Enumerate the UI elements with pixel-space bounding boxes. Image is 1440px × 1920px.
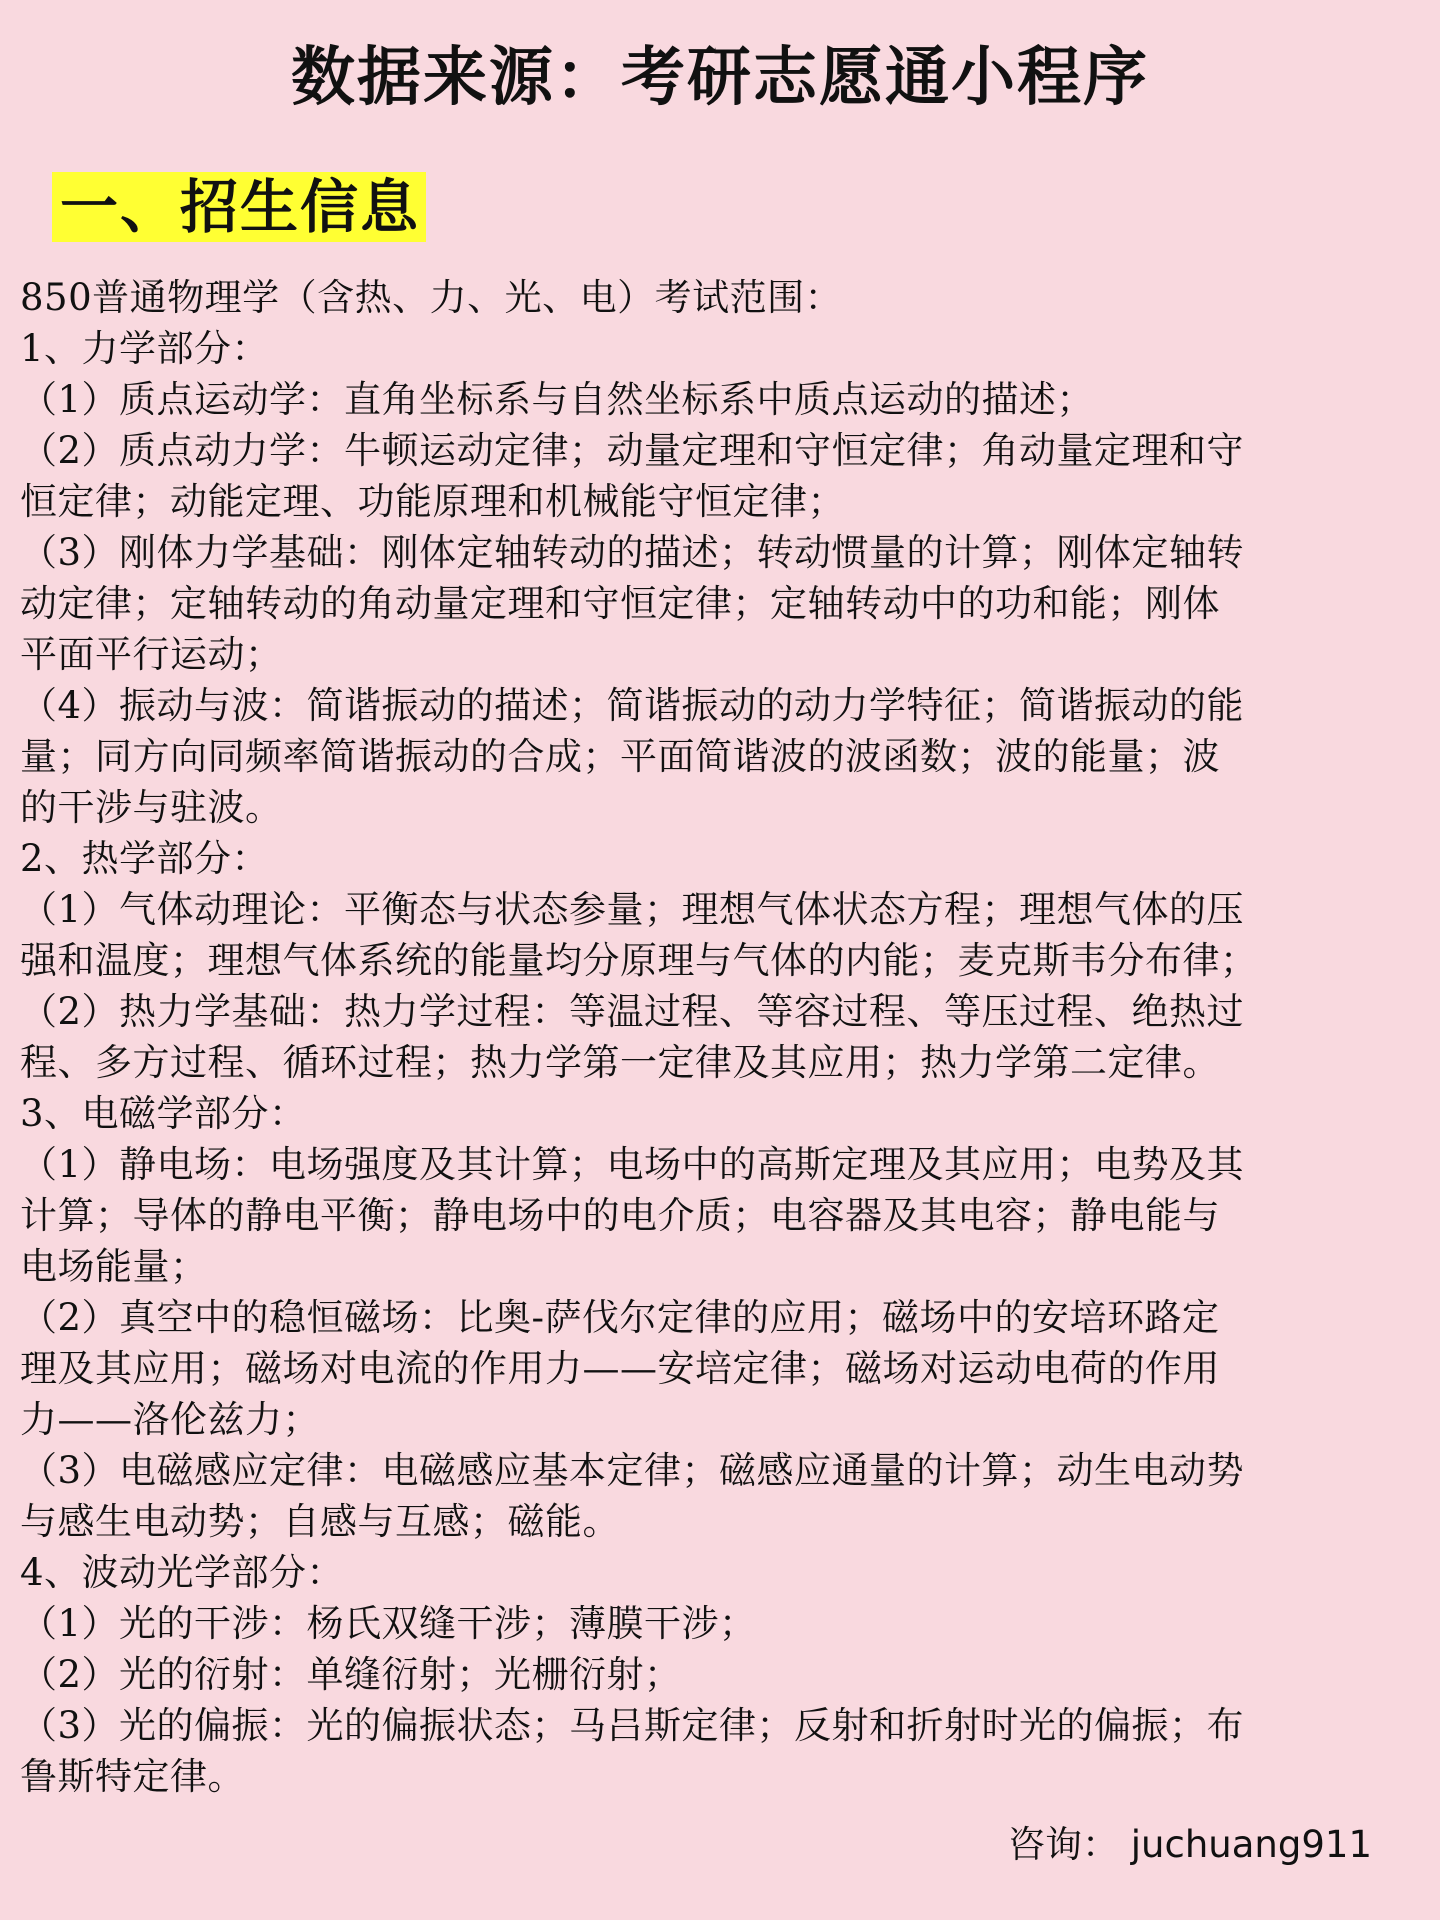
syllabus-line: 与感生电动势；自感与互感；磁能。 [20,1500,620,1543]
contact-footer [1008,1818,1372,1872]
syllabus-line: （2）热力学基础：热力学过程：等温过程、等容过程、等压过程、绝热过 [20,990,1245,1033]
contact-id: juchuang911 [1130,1823,1372,1866]
syllabus-line: 的干涉与驻波。 [20,786,283,829]
syllabus-line: 量；同方向同频率简谐振动的合成；平面简谐波的波函数；波的能量；波 [20,735,1220,778]
syllabus-line: 850普通物理学（含热、力、光、电）考试范围： [20,276,843,319]
contact-label: 咨询： [1008,1823,1120,1866]
syllabus-line: 计算；导体的静电平衡；静电场中的电介质；电容器及其电容；静电能与 [20,1194,1220,1237]
syllabus-line: （1）静电场：电场强度及其计算；电场中的高斯定理及其应用；电势及其 [20,1143,1245,1186]
syllabus-line: 4、波动光学部分： [20,1551,345,1594]
syllabus-line: （1）气体动理论：平衡态与状态参量；理想气体状态方程；理想气体的压 [20,888,1245,931]
syllabus-line: （3）电磁感应定律：电磁感应基本定律；磁感应通量的计算；动生电动势 [20,1449,1245,1492]
page-title: 数据来源：考研志愿通小程序 [291,41,1149,115]
syllabus-line: （3）刚体力学基础：刚体定轴转动的描述；转动惯量的计算；刚体定轴转 [20,531,1245,574]
syllabus-line: 理及其应用；磁场对电流的作用力——安培定律；磁场对运动电荷的作用 [20,1347,1220,1390]
syllabus-line: 电场能量； [20,1245,208,1288]
syllabus-line: 动定律；定轴转动的角动量定理和守恒定律；定轴转动中的功和能；刚体 [20,582,1220,625]
syllabus-line: （2）真空中的稳恒磁场：比奥-萨伐尔定律的应用；磁场中的安培环路定 [20,1296,1220,1339]
section-heading: 一、招生信息 [52,172,426,242]
syllabus-line: 3、电磁学部分： [20,1092,307,1135]
syllabus-line: 强和温度；理想气体系统的能量均分原理与气体的内能；麦克斯韦分布律； [20,939,1258,982]
syllabus-line: （2）质点动力学：牛顿运动定律；动量定理和守恒定律；角动量定理和守 [20,429,1245,472]
syllabus-content [20,272,1416,1802]
syllabus-line: （3）光的偏振：光的偏振状态；马吕斯定律；反射和折射时光的偏振；布 [20,1704,1245,1747]
syllabus-line: （2）光的衍射：单缝衍射；光栅衍射； [20,1653,682,1696]
syllabus-line: 力——洛伦兹力； [20,1398,320,1441]
syllabus-line: 2、热学部分： [20,837,270,880]
syllabus-line: 1、力学部分： [20,327,270,370]
syllabus-line: 程、多方过程、循环过程；热力学第一定律及其应用；热力学第二定律。 [20,1041,1220,1084]
syllabus-line: 鲁斯特定律。 [20,1755,245,1798]
syllabus-line: 恒定律；动能定理、功能原理和机械能守恒定律； [20,480,845,523]
syllabus-line: （1）质点运动学：直角坐标系与自然坐标系中质点运动的描述； [20,378,1095,421]
syllabus-line: （1）光的干涉：杨氏双缝干涉；薄膜干涉； [20,1602,757,1645]
syllabus-line: （4）振动与波：简谐振动的描述；简谐振动的动力学特征；简谐振动的能 [20,684,1245,727]
syllabus-line: 平面平行运动； [20,633,283,676]
